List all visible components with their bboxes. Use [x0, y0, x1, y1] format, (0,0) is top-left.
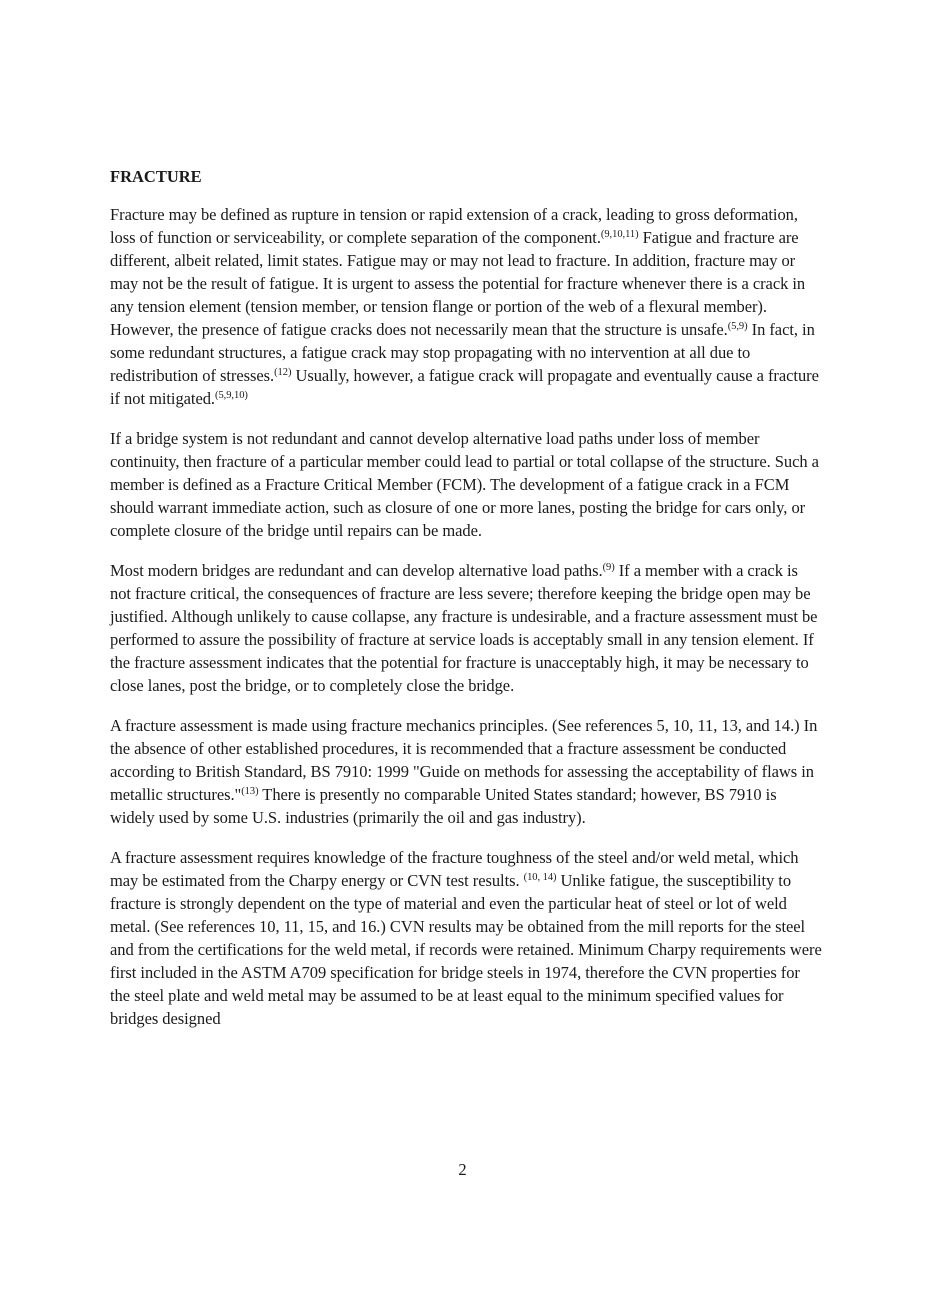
page-number: 2: [458, 1160, 467, 1179]
text-run: If a member with a crack is not fracture critical, the consequences of fracture are less severe; therefore keeping the bridge open may be justified. Although unlikely to cause collapse, any fracture is undesirable, and a fracture assessment must be performed to assure the possibility of fracture at service loads is acceptably small in any tension element. If the fracture assessment indicates that the potential for fracture is unacceptably high, it may be necessary to close lanes, post the bridge, or to completely close the bridge.: [110, 561, 818, 695]
text-run: A fracture assessment is made using fracture mechanics principles. (See references 5, 10, 11, 13, and 14.) In the absence of other established procedures, it is recommended that a fracture assessment be conducted according to British Standard, BS 7910: 1999 "Guide on methods for assessing the acceptability of flaws in metallic structures.": [110, 716, 818, 804]
citation-superscript: (9): [602, 562, 615, 573]
paragraph-non-redundant-bridges: [110, 427, 822, 542]
text-run: Most modern bridges are redundant and can develop alternative load paths.: [110, 561, 603, 580]
body-text: [110, 203, 822, 1030]
citation-superscript: (9,10,11): [600, 229, 639, 240]
section-heading: FRACTURE: [110, 167, 202, 186]
text-run: In fact, in some redundant structures, a fatigue crack may stop propagating with no intervention at all due to redistribution of stresses.: [110, 320, 815, 385]
text-run: Fracture may be defined as rupture in tension or rapid extension of a crack, leading to gross deformation, loss of function or serviceability, or complete separation of the component.: [110, 205, 798, 247]
citation-superscript: (12): [274, 367, 292, 378]
text-run: Unlike fatigue, the susceptibility to fracture is strongly dependent on the type of material and even the particular heat of steel or lot of weld metal. (See references 10, 11, 15, and 16.) CVN results may be obtained from the mill reports for the steel and from the certifications for the weld metal, if records were retained. Minimum Charpy requirements were first included in the ASTM A709 specification for bridge steels in 1974, therefore the CVN properties for the steel plate and weld metal may be assumed to be at least equal to the minimum specified values for bridges designed: [110, 871, 822, 1028]
citation-superscript: (5,9,10): [215, 390, 248, 401]
text-run: Fatigue and fracture are different, albeit related, limit states. Fatigue may or may not lead to fracture. In addition, fracture may or may not be the result of fatigue. It is urgent to assess the potential for fracture whenever there is a crack in any tension element (tension member, or tension flange or portion of the web of a flexural member). However, the presence of fatigue cracks does not necessarily mean that the structure is unsafe.: [110, 228, 806, 339]
text-run: A fracture assessment requires knowledge of the fracture toughness of the steel and/or weld metal, which may be estimated from the Charpy energy or CVN test results.: [110, 848, 799, 890]
citation-superscript: (10, 14): [523, 872, 557, 883]
citation-superscript: (13): [241, 786, 259, 797]
text-run: There is presently no comparable United States standard; however, BS 7910 is widely used by some U.S. industries (primarily the oil and gas industry).: [110, 785, 777, 827]
paragraph-redundant-bridges: [110, 559, 822, 697]
text-run: Usually, however, a fatigue crack will propagate and eventually cause a fracture if not mitigated.: [110, 366, 819, 408]
paragraph-fracture-toughness: [110, 846, 822, 1030]
paragraph-fracture-assessment-methods: [110, 714, 822, 829]
citation-superscript: (5,9): [727, 321, 748, 332]
text-run: If a bridge system is not redundant and cannot develop alternative load paths under loss of member continuity, then fracture of a particular member could lead to partial or total collapse of the structure. Such a member is defined as a Fracture Critical Member (FCM). The development of a fatigue crack in a FCM should warrant immediate action, such as closure of one or more lanes, posting the bridge for cars only, or complete closure of the bridge until repairs can be made.: [110, 429, 819, 540]
paragraph-fracture-definition: [110, 203, 822, 410]
document-page: [110, 165, 822, 1047]
